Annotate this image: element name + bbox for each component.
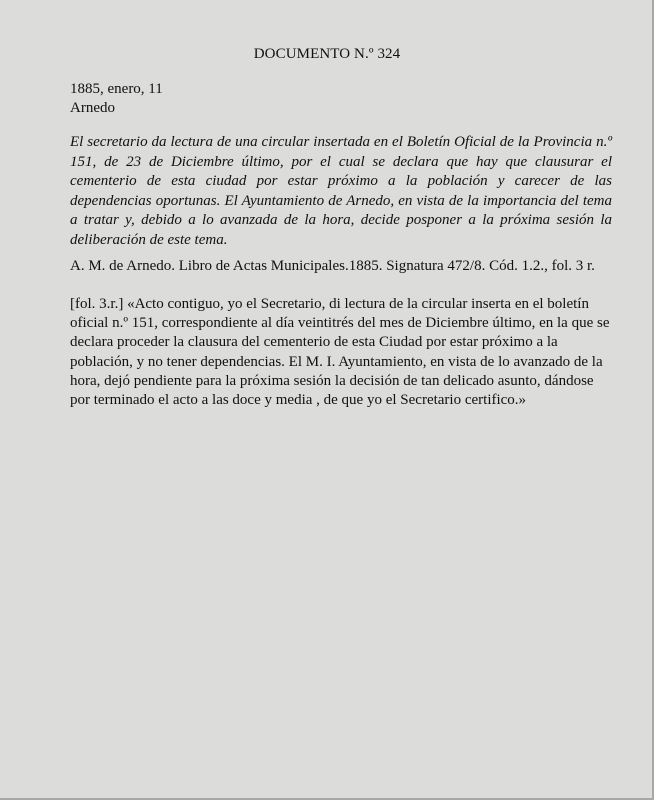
archival-source: A. M. de Arnedo. Libro de Actas Municipales.1885. Signatura 472/8. Cód. 1.2., fol. 3 r. bbox=[70, 258, 595, 274]
document-summary: El secretario da lectura de una circular insertada en el Boletín Oficial de la Provincia n.º 151, de 23 de Diciembre último, por el cual se declara que hay que clausurar el cementerio de esta ciudad por estar próximo a la población y carecer de las dependencias oportunas. El Ayuntamiento de Arnedo, en vista de la importancia del tema a tratar y, debido a lo avanzada de la hora, decide posponer a la próxima sesión la deliberación de este tema. bbox=[70, 134, 612, 248]
document-title: DOCUMENTO N.º 324 bbox=[253, 46, 401, 62]
document-transcript: [fol. 3.r.] «Acto contiguo, yo el Secretario, di lectura de la circular inserta en el boletín oficial n.º 151, correspondiente al día veintitrés del mes de Diciembre último, en la que se declara proceder la clausura del cementerio de esta Ciudad por estar próximo a la población, y no tener dependencias. El M. I. Ayuntamiento, en vista de lo avanzado de la hora, dejó pendiente para la próxima sesión la decisión de tan delicado asunto, dándose por terminado el acto a las doce y media , de que yo el Secretario certifico.» bbox=[70, 296, 610, 409]
document-date: 1885, enero, 11 bbox=[70, 81, 163, 97]
document-place: Arnedo bbox=[70, 100, 115, 116]
document-meta bbox=[70, 80, 163, 118]
